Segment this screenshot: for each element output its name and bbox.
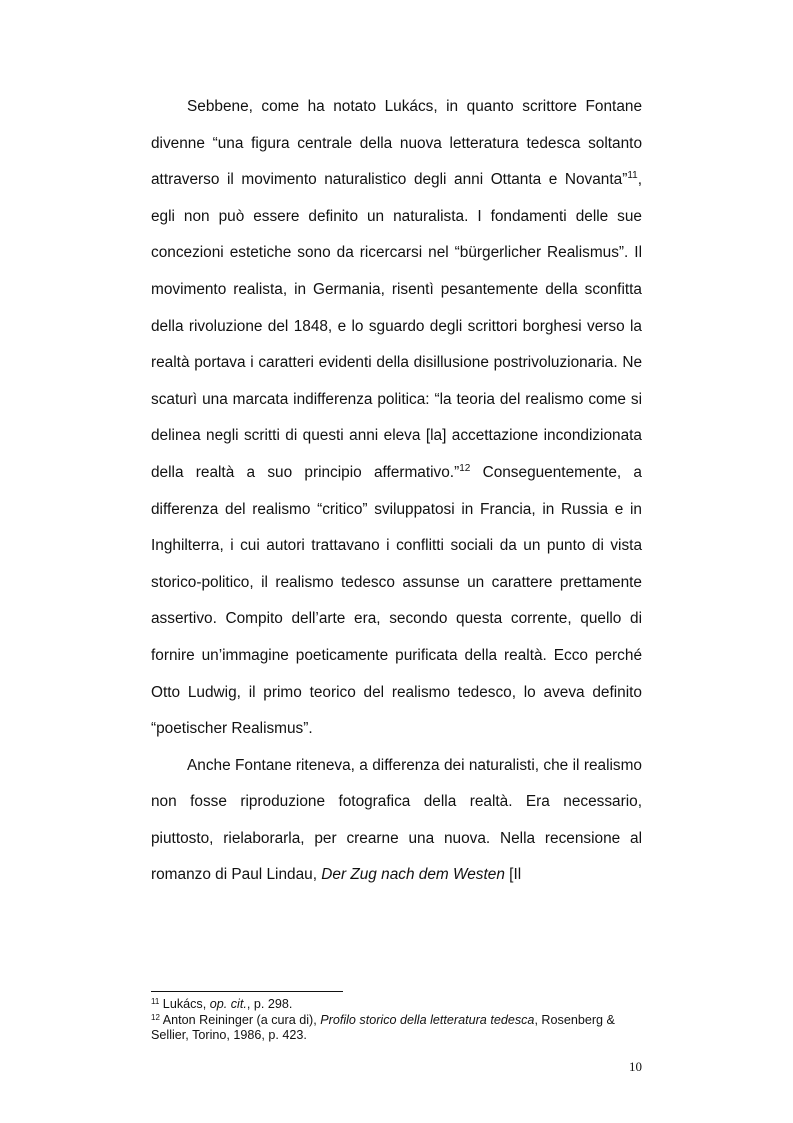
paragraph-text: [Il xyxy=(504,866,522,884)
footnote-text: Lukács, xyxy=(159,997,210,1011)
footnote-text: Anton Reininger (a cura di), xyxy=(159,1012,321,1027)
footnotes xyxy=(151,997,646,1044)
paragraph-text: Sebbene, come ha notato Lukács, in quanto scrittore Fontane divenne “una figura centrale della nuova letteratura tedesca soltanto attraverso il movimento naturalistico degli anni Ottanta e Novanta” xyxy=(151,98,642,189)
footnote-12 xyxy=(151,1013,646,1044)
footnote-text: , p. 298. xyxy=(246,997,293,1011)
book-title: Der Zug nach dem Westen xyxy=(321,866,505,884)
footnote-ref-12[interactable]: 12 xyxy=(459,462,471,474)
footnote-separator xyxy=(151,991,343,992)
paragraph-text: Conseguentemente, a differenza del realismo “critico” sviluppatosi in Francia, in Russia e in Inghilterra, i cui autori trattavano i conflitti sociali da un punto di vista storico-politico, il realismo tedesco assunse un carattere prettamente assertivo. Compito dell’arte era, secondo questa corrente, quello di fornire un’immagine poeticamente purificata della realtà. Ecco perché Otto Ludwig, il primo teorico del realismo tedesco, lo aveva definito “poetischer Realismus”. xyxy=(151,463,642,738)
footnote-text: , Rosenberg & Sellier, Torino, 1986, p. 423. xyxy=(151,1012,615,1043)
body-text xyxy=(151,89,642,894)
page-number: 10 xyxy=(629,1059,642,1074)
footnote-number: 12 xyxy=(151,1012,160,1022)
footnote-ref-11[interactable]: 11 xyxy=(627,170,638,182)
paragraph-2 xyxy=(151,748,642,894)
footnote-italic: op. cit. xyxy=(209,997,247,1011)
paragraph-text: Anche Fontane riteneva, a differenza dei naturalisti, che il realismo non fosse riproduzione fotografica della realtà. Era necessario, piuttosto, rielaborarla, per crearne una nuova. Nella recensione al romanzo di Paul Lindau, xyxy=(151,756,642,884)
footnote-italic: Profilo storico della letteratura tedesca xyxy=(320,1012,535,1027)
paragraph-text: , egli non può essere definito un naturalista. I fondamenti delle sue concezioni estetiche sono da ricercarsi nel “bürgerlicher Realismus”. Il movimento realista, in Germania, risentì pesantemente della sconfitta della rivoluzione del 1848, e lo sguardo degli scrittori borghesi verso la realtà portava i caratteri evidenti della disillusione postrivoluzionaria. Ne scaturì una marcata indifferenza politica: “la teoria del realismo come si delinea negli scritti di questi anni eleva [la] accettazione incondizionata della realtà a suo principio affermativo.” xyxy=(151,171,642,481)
footnote-number: 11 xyxy=(151,997,160,1006)
footnote-11 xyxy=(151,997,646,1013)
paragraph-1 xyxy=(151,89,642,748)
